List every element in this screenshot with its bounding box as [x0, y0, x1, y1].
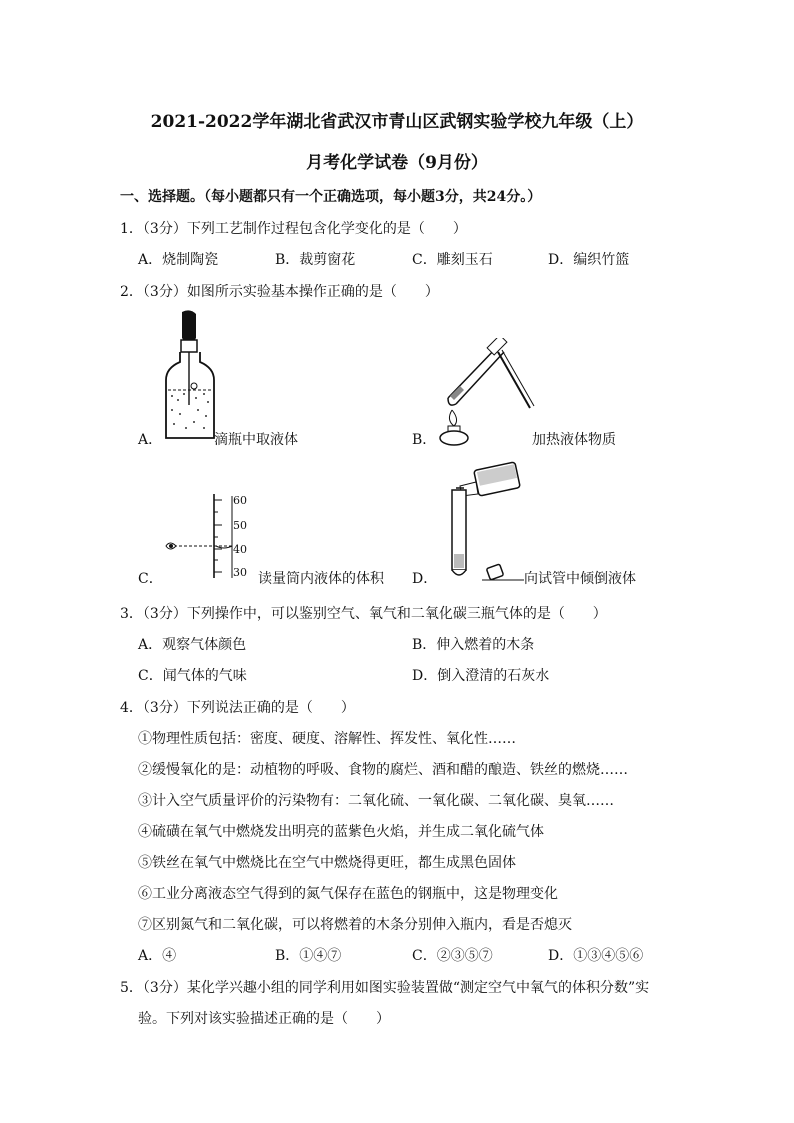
question-2-option-d-caption: 向试管中倾倒液体	[524, 571, 636, 587]
question-2-option-a-caption: 滴瓶中取液体	[214, 432, 298, 448]
question-4-item-2: ②缓慢氧化的是：动植物的呼吸、食物的腐烂、酒和醋的酿造、铁丝的燃烧……	[138, 762, 628, 778]
dropper-bottle-figure	[160, 310, 220, 445]
question-1-option-d: D．编织竹篮	[548, 252, 630, 268]
question-2-stem: 2．（3分）如图所示实验基本操作正确的是（ ）	[120, 284, 439, 300]
question-4-option-b: B．①④⑦	[275, 948, 342, 964]
exam-title-line2: 月考化学试卷（9月份）	[306, 153, 488, 173]
question-3-option-d: D．倒入澄清的石灰水	[412, 668, 550, 684]
question-3-option-c: C．闻气体的气味	[138, 668, 247, 684]
question-4-item-3: ③计入空气质量评价的污染物有：二氧化硫、一氧化碳、二氧化碳、臭氧……	[138, 793, 614, 809]
tick-50: 50	[233, 519, 247, 532]
question-4-option-d: D．①③④⑤⑥	[548, 948, 644, 964]
question-3-option-b: B．伸入燃着的木条	[412, 637, 535, 653]
question-4-item-4: ④硫磺在氧气中燃烧发出明亮的蓝紫色火焰，并生成二氧化硫气体	[138, 824, 544, 840]
question-2-option-c-label: C．	[138, 571, 163, 587]
tick-40: 40	[233, 543, 247, 556]
section-heading: 一、选择题。（每小题都只有一个正确选项，每小题3分，共24分。）	[120, 189, 542, 205]
tick-60: 60	[233, 494, 247, 507]
question-1-option-c: C．雕刻玉石	[412, 252, 493, 268]
question-2-option-b-label: B．	[412, 432, 437, 448]
question-2-option-c-caption: 读量筒内液体的体积	[258, 571, 384, 587]
question-3-stem: 3．（3分）下列操作中，可以鉴别空气、氧气和二氧化碳三瓶气体的是（ ）	[120, 606, 607, 622]
question-4-option-a: A．④	[138, 948, 177, 964]
question-1-stem: 1．（3分）下列工艺制作过程包含化学变化的是（ ）	[120, 221, 467, 237]
graduated-cylinder-figure	[160, 490, 260, 582]
question-5-stem-line1: 5．（3分）某化学兴趣小组的同学利用如图实验装置做“测定空气中氧气的体积分数”实	[120, 980, 650, 996]
pouring-liquid-figure	[440, 458, 524, 584]
question-1-option-a: A．烧制陶瓷	[138, 252, 219, 268]
question-2-option-b-caption: 加热液体物质	[532, 432, 616, 448]
question-4-option-c: C．②③⑤⑦	[412, 948, 493, 964]
question-4-item-1: ①物理性质包括：密度、硬度、溶解性、挥发性、氧化性……	[138, 731, 516, 747]
question-3-option-a: A．观察气体颜色	[138, 637, 247, 653]
question-4-stem: 4．（3分）下列说法正确的是（ ）	[120, 700, 355, 716]
heating-test-tube-figure	[438, 338, 538, 446]
question-4-item-5: ⑤铁丝在氧气中燃烧比在空气中燃烧得更旺，都生成黑色固体	[138, 855, 516, 871]
question-1-option-b: B．裁剪窗花	[275, 252, 356, 268]
question-4-item-7: ⑦区别氮气和二氧化碳，可以将燃着的木条分别伸入瓶内，看是否熄灭	[138, 917, 572, 933]
tick-30: 30	[233, 566, 247, 579]
question-2-option-d-label: D．	[412, 571, 438, 587]
question-5-stem-line2: 验。下列对该实验描述正确的是（ ）	[138, 1011, 390, 1027]
question-2-option-a-label: A．	[138, 432, 163, 448]
question-4-item-6: ⑥工业分离液态空气得到的氮气保存在蓝色的钢瓶中，这是物理变化	[138, 886, 558, 902]
exam-title-line1: 2021-2022学年湖北省武汉市青山区武钢实验学校九年级（上）	[150, 112, 644, 132]
